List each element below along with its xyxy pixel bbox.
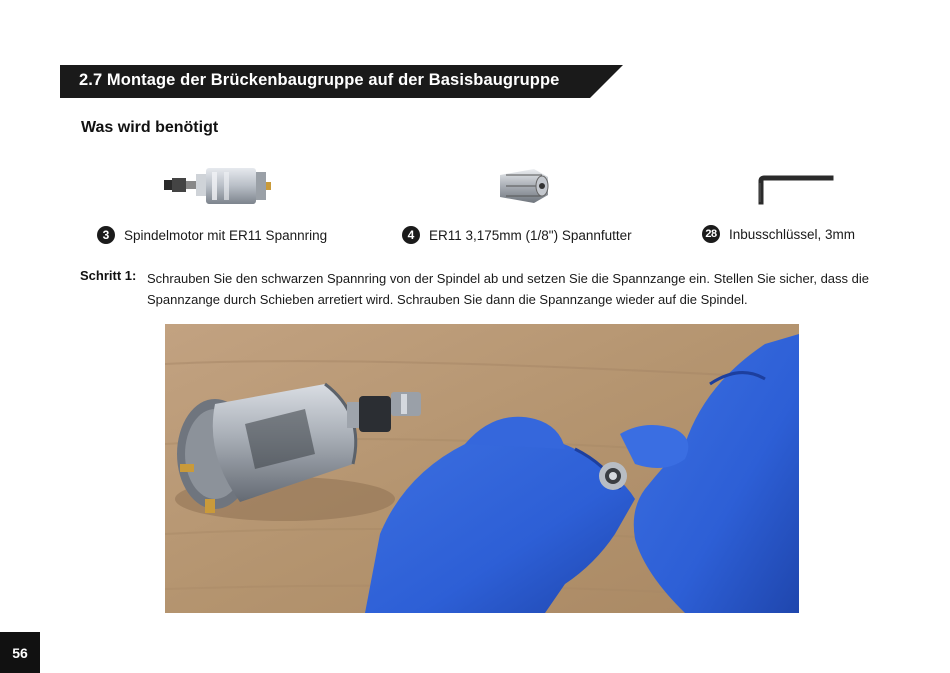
step-label: Schritt 1: (80, 268, 137, 283)
requirements-heading: Was wird benötigt (81, 119, 219, 136)
part-label: Inbusschlüssel, 3mm (729, 226, 856, 242)
part-number-badge: 3 (97, 226, 115, 244)
section-banner (60, 65, 623, 98)
collet-image (496, 165, 552, 207)
hex-key-image (758, 175, 834, 205)
part-item-spindle-motor (97, 226, 327, 244)
part-label: ER11 3,175mm (1/8") Spannfutter (429, 227, 632, 243)
part-number-badge: 4 (402, 226, 420, 244)
step-text: Schrauben Sie den schwarzen Spannring von der Spindel ab und setzen Sie die Spannzange ein. Stellen Sie sicher, dass die Spannzange durch Schieben arretiert wird. Schrauben Sie dann die Spannzange wieder auf die Spindel. (147, 271, 869, 307)
section-title: 2.7 Montage der Brückenbaugruppe auf der Basisbaugruppe (79, 71, 560, 89)
assembly-photo (165, 324, 799, 613)
spindle-motor-image (164, 164, 272, 208)
part-label: Spindelmotor mit ER11 Spannring (124, 227, 328, 243)
part-number-badge: 28 (702, 225, 720, 243)
part-item-collet (402, 226, 632, 244)
page-number: 56 (12, 644, 28, 661)
part-item-hex-key (702, 225, 855, 243)
page-number-box (0, 632, 40, 673)
